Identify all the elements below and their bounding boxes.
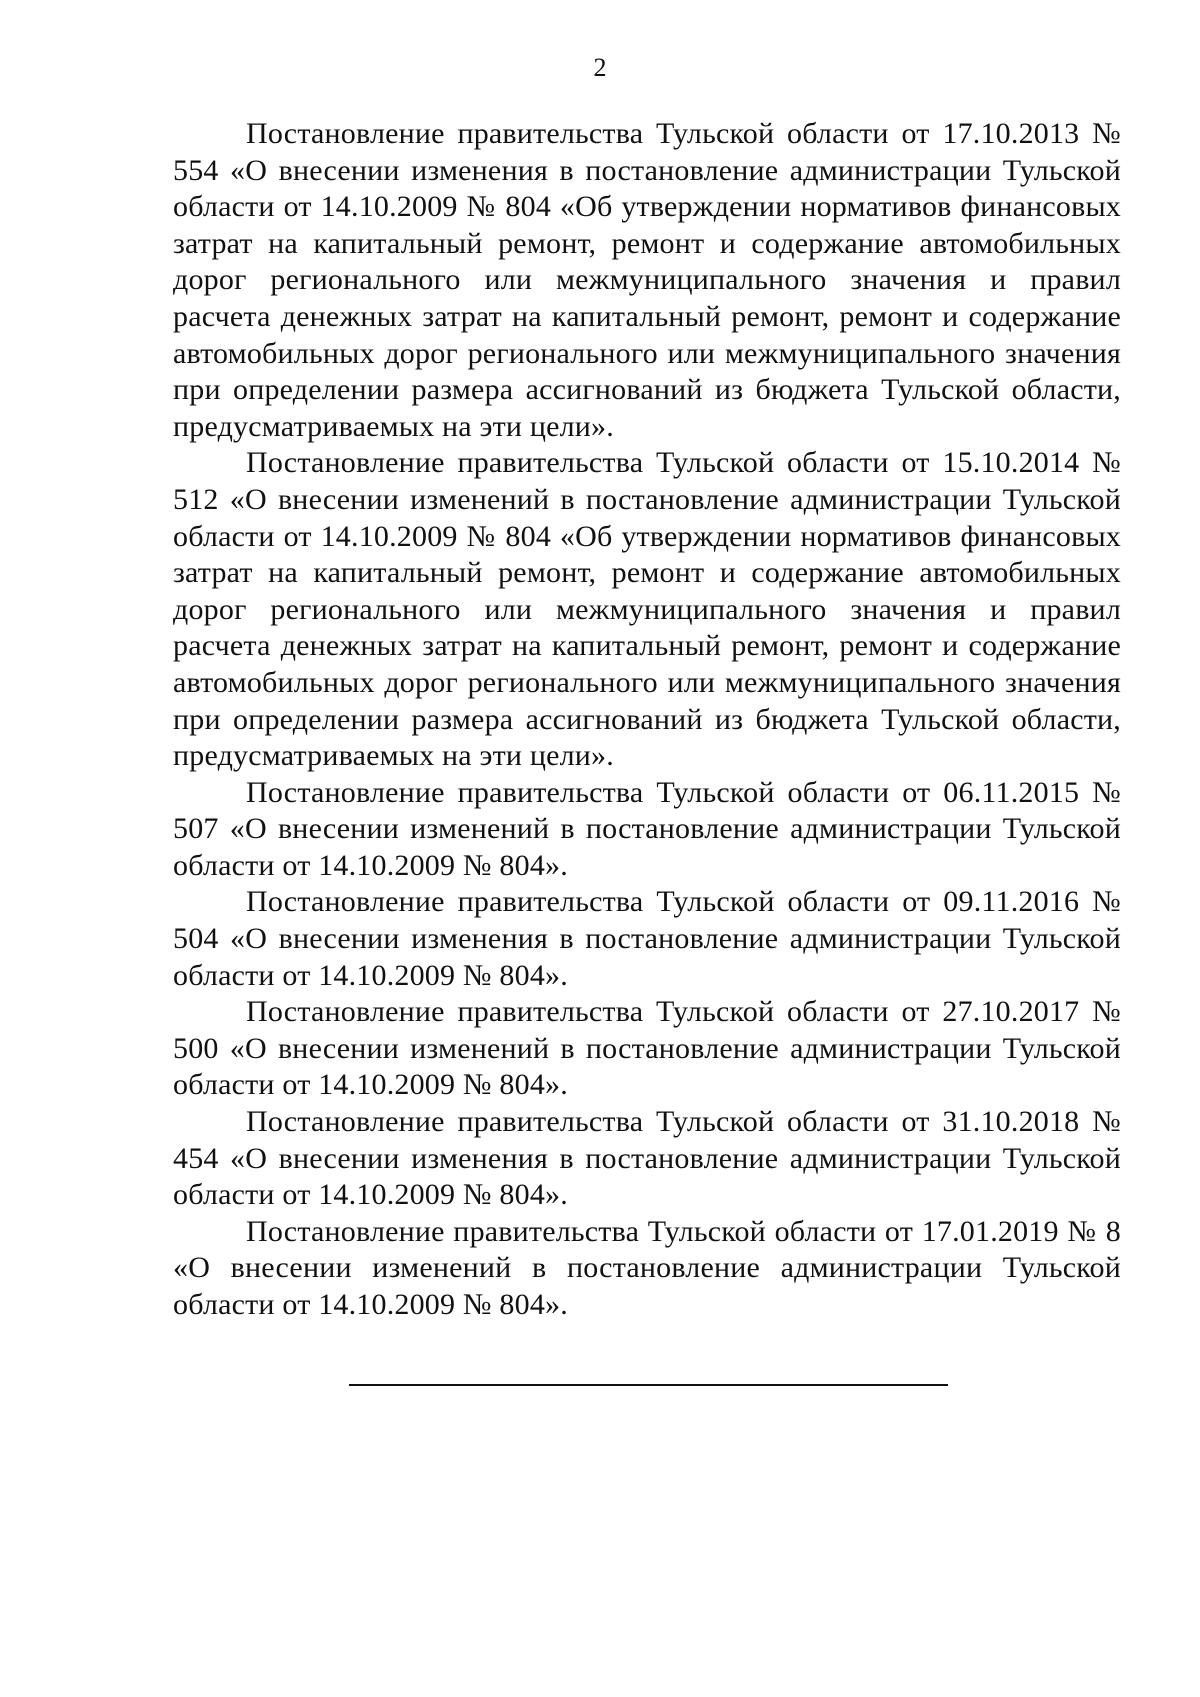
document-body <box>173 116 1121 1324</box>
page-number: 2 <box>593 53 607 82</box>
decree-paragraph-2014: Постановление правительства Тульской области от 15.10.2014 № 512 «О внесении изменений в постановление администрации Тульской области от 14.10.2009 № 804 «Об утверждении нормативов финансовых затрат на капитальный ремонт, ремонт и содержание автомобильных дорог регионального или межмуниципального значения и правил расчета денежных затрат на капитальный ремонт, ремонт и содержание автомобильных дорог регионального или межмуниципального значения при определении размера ассигнований из бюджета Тульской области, предусматриваемых на эти цели». <box>173 446 1121 773</box>
decree-paragraph-2017: Постановление правительства Тульской области от 27.10.2017 № 500 «О внесении изменений в постановление администрации Тульской области от 14.10.2009 № 804». <box>173 995 1121 1102</box>
decree-paragraph-2015: Постановление правительства Тульской области от 06.11.2015 № 507 «О внесении изменений в постановление администрации Тульской области от 14.10.2009 № 804». <box>173 775 1121 882</box>
decree-paragraph-2019: Постановление правительства Тульской области от 17.01.2019 № 8 «О внесении изменений в постановление администрации Тульской области от 14.10.2009 № 804». <box>173 1214 1121 1321</box>
decree-paragraph-2016: Постановление правительства Тульской области от 09.11.2016 № 504 «О внесении изменения в постановление администрации Тульской области от 14.10.2009 № 804». <box>173 885 1121 992</box>
decree-paragraph-2013: Постановление правительства Тульской области от 17.10.2013 № 554 «О внесении изменения в постановление администрации Тульской области от 14.10.2009 № 804 «Об утверждении нормативов финансовых затрат на капитальный ремонт, ремонт и содержание автомобильных дорог регионального или межмуниципального значения и правил расчета денежных затрат на капитальный ремонт, ремонт и содержание автомобильных дорог регионального или межмуниципального значения при определении размера ассигнований из бюджета Тульской области, предусматриваемых на эти цели». <box>173 117 1121 443</box>
end-of-document-divider <box>349 1384 948 1386</box>
decree-paragraph-2018: Постановление правительства Тульской области от 31.10.2018 № 454 «О внесении изменения в постановление администрации Тульской области от 14.10.2009 № 804». <box>173 1105 1121 1212</box>
